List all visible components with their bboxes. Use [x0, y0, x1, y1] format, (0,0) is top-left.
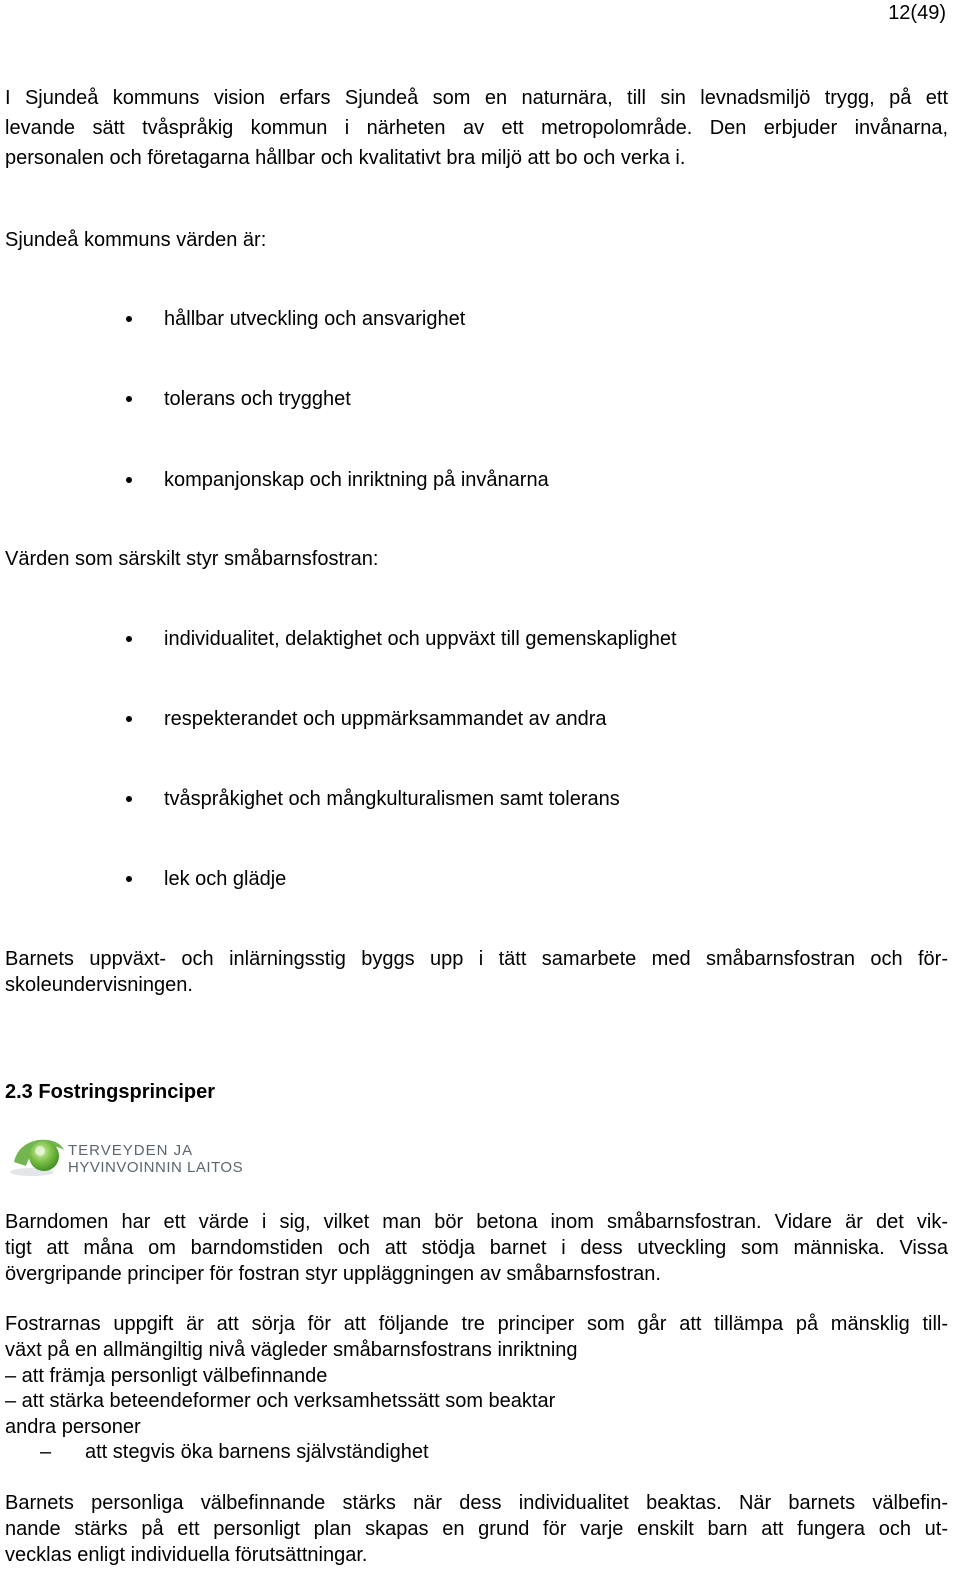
growth-path-line-2: skoleundervisningen. [5, 974, 193, 996]
educators-line-4: – att stärka beteendeformer och verksamhetssätt som beaktar [5, 1390, 556, 1412]
list-item-label: lek och glädje [164, 868, 287, 890]
educators-line-3: – att främja personligt välbefinnande [5, 1365, 328, 1387]
vision-line-2: levande sätt tvåspråkig kommun i närheten av ett metropolområde. Den erbjuder invånarna, [5, 117, 948, 139]
wellbeing-line-2: nande stärks på ett personligt plan skapas en grund för varje enskilt barn att fungera och ut- [5, 1518, 948, 1540]
list-item-label: hållbar utveckling och ansvarighet [164, 308, 466, 330]
values-intro: Sjundeå kommuns värden är: [5, 229, 267, 251]
bullet-icon [126, 316, 132, 322]
logo-line-1: TERVEYDEN JA [68, 1142, 194, 1159]
childhood-line-1: Barndomen har ett värde i sig, vilket man bör betona inom småbarnsfostran. Vidare är det vik- [5, 1211, 948, 1233]
bullet-icon [126, 876, 132, 882]
thl-logo-icon [8, 1132, 248, 1180]
educators-line-2: växt på en allmängiltig nivå vägleder småbarnsfostrans inriktning [5, 1339, 578, 1361]
educators-line-6: att stegvis öka barnens självständighet [85, 1441, 429, 1463]
vision-line-3: personalen och företagarna hållbar och kvalitativt bra miljö att bo och verka i. [5, 147, 686, 169]
bullet-icon [126, 636, 132, 642]
wellbeing-line-1: Barnets personliga välbefinnande stärks när dess individualitet beaktas. När barnets välbefin- [5, 1492, 948, 1514]
childhood-line-2: tigt att måna om barndomstiden och att stödja barnet i dess utveckling som människa. Vissa [5, 1237, 948, 1259]
ecec-values-intro: Värden som särskilt styr småbarnsfostran: [5, 548, 379, 570]
growth-path-line-1: Barnets uppväxt- och inlärningsstig byggs upp i tätt samarbete med småbarnsfostran och för- [5, 948, 948, 970]
educators-line-5: andra personer [5, 1416, 141, 1438]
list-item-label: respekterandet och uppmärksammandet av andra [164, 708, 607, 730]
list-item-label: tvåspråkighet och mångkulturalismen samt tolerans [164, 788, 620, 810]
educators-line-6-dash: – [40, 1441, 52, 1463]
bullet-icon [126, 796, 132, 802]
bullet-icon [126, 716, 132, 722]
vision-line-1: I Sjundeå kommuns vision erfars Sjundeå som en naturnära, till sin levnadsmiljö trygg, på ett [5, 87, 948, 109]
bullet-icon [126, 396, 132, 402]
bullet-icon [126, 477, 132, 483]
wellbeing-line-3: vecklas enligt individuella förutsättningar. [5, 1544, 368, 1566]
list-item-label: kompanjonskap och inriktning på invånarna [164, 469, 549, 491]
page-number: 12(49) [888, 2, 946, 24]
logo-line-2: HYVINVOINNIN LAITOS [68, 1159, 244, 1176]
childhood-line-3: övergripande principer för fostran styr uppläggningen av småbarnsfostran. [5, 1263, 661, 1285]
educators-line-1: Fostrarnas uppgift är att sörja för att följande tre principer som går att tillämpa på mänsklig till- [5, 1313, 948, 1335]
thl-logo [8, 1132, 248, 1180]
list-item-label: tolerans och trygghet [164, 388, 351, 410]
list-item-label: individualitet, delaktighet och uppväxt till gemenskaplighet [164, 628, 677, 650]
section-heading: 2.3 Fostringsprinciper [5, 1081, 216, 1103]
